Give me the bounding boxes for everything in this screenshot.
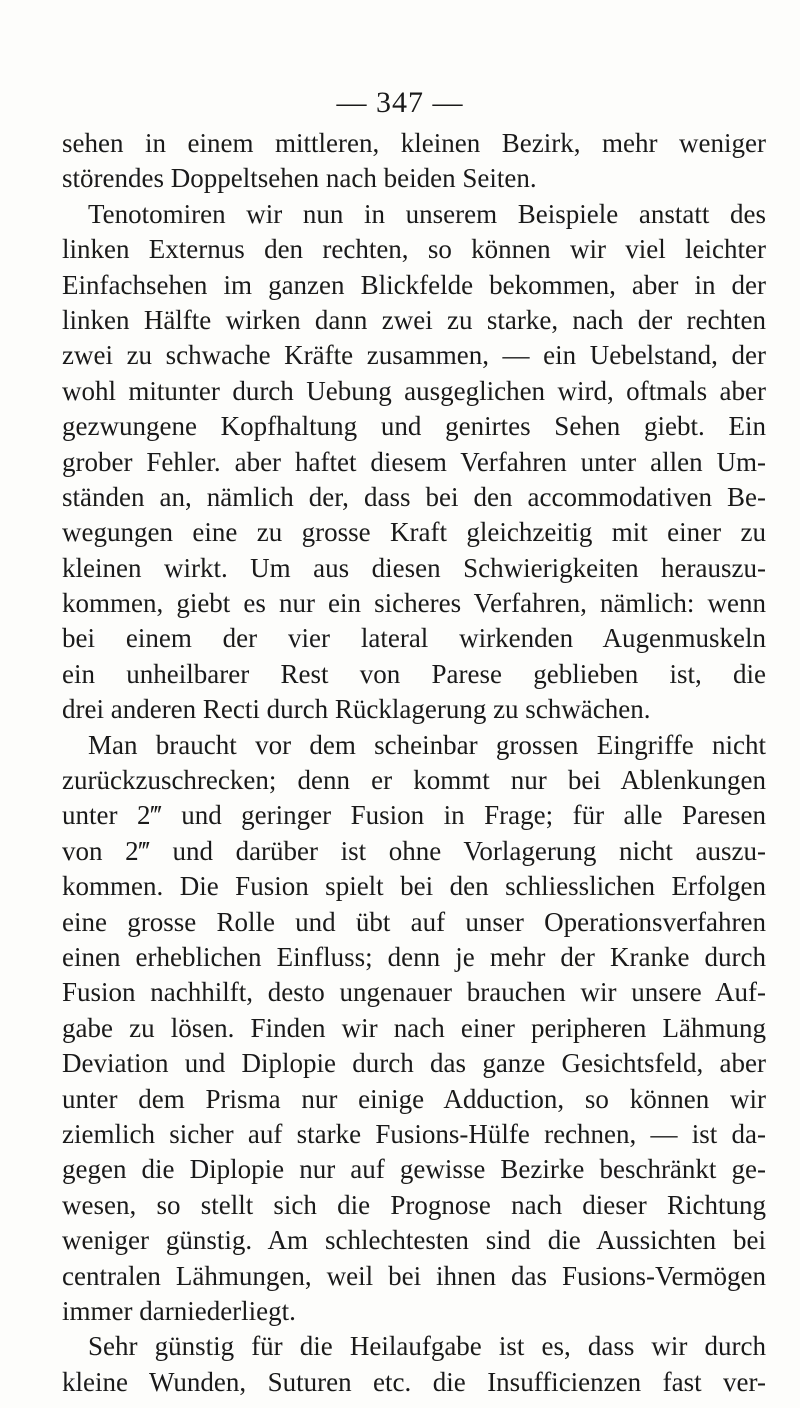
text-line: linken Externus den rechten, so können wir viel leichter xyxy=(62,234,766,265)
text-line: kleinen wirkt. Um aus diesen Schwierigkeiten herauszu- xyxy=(62,552,766,583)
text-line: kommen, giebt es nur ein sicheres Verfahren, nämlich: wenn xyxy=(62,588,766,619)
text-line: gezwungene Kopfhaltung und genirtes Sehen giebt. Ein xyxy=(62,411,766,442)
text-line: wegungen eine zu grosse Kraft gleichzeitig mit einer zu xyxy=(62,517,766,548)
text-line: wesen, so stellt sich die Prognose nach dieser Richtung xyxy=(62,1189,766,1220)
text-line: Tenotomiren wir nun in unserem Beispiele anstatt des xyxy=(88,198,766,229)
text-line: unter dem Prisma nur einige Adduction, so können wir xyxy=(62,1083,766,1114)
text-line: wohl mitunter durch Uebung ausgeglichen wird, oftmals aber xyxy=(62,375,766,406)
text-line: gegen die Diplopie nur auf gewisse Bezirke beschränkt ge- xyxy=(62,1154,766,1185)
text-line: weniger günstig. Am schlechtesten sind die Aussichten bei xyxy=(62,1225,766,1256)
text-line: einen erheblichen Einfluss; denn je mehr der Kranke durch xyxy=(62,941,766,972)
text-line: ziemlich sicher auf starke Fusions-Hülfe rechnen, — ist da- xyxy=(62,1118,766,1149)
text-line: kommen. Die Fusion spielt bei den schliesslichen Erfolgen xyxy=(62,871,766,902)
text-line: von 2‴ und darüber ist ohne Vorlagerung nicht auszu- xyxy=(62,835,766,866)
text-line: immer darniederliegt. xyxy=(62,1295,296,1326)
text-line: grober Fehler. aber haftet diesem Verfahren unter allen Um- xyxy=(62,446,766,477)
text-line: linken Hälfte wirken dann zwei zu starke, nach der rechten xyxy=(62,304,766,335)
body-text xyxy=(62,126,766,1400)
text-line: Fusion nachhilft, desto ungenauer brauchen wir unsere Auf- xyxy=(62,977,766,1008)
text-line: eine grosse Rolle und übt auf unser Operationsverfahren xyxy=(62,906,766,937)
text-line: centralen Lähmungen, weil bei ihnen das Fusions-Vermögen xyxy=(62,1260,766,1291)
text-line: Man braucht vor dem scheinbar grossen Eingriffe nicht xyxy=(88,729,766,760)
text-line: bei einem der vier lateral wirkenden Augenmuskeln xyxy=(62,623,766,654)
text-line: unter 2‴ und geringer Fusion in Frage; für alle Paresen xyxy=(62,800,766,831)
text-line: Deviation und Diplopie durch das ganze Gesichtsfeld, aber xyxy=(62,1048,766,1079)
text-line: ständen an, nämlich der, dass bei den accommodativen Be- xyxy=(62,481,766,512)
text-line: Einfachsehen im ganzen Blickfelde bekommen, aber in der xyxy=(62,269,766,300)
text-line: störendes Doppeltsehen nach beiden Seiten. xyxy=(62,163,537,194)
text-line: ein unheilbarer Rest von Parese geblieben ist, die xyxy=(62,658,766,689)
text-line: gabe zu lösen. Finden wir nach einer peripheren Lähmung xyxy=(62,1012,766,1043)
text-line: drei anderen Recti durch Rücklagerung zu schwächen. xyxy=(62,694,651,725)
text-line: sehen in einem mittleren, kleinen Bezirk, mehr weniger xyxy=(62,128,766,158)
text-line: zurückzuschrecken; denn er kommt nur bei Ablenkungen xyxy=(62,765,766,796)
text-line: Sehr günstig für die Heilaufgabe ist es, dass wir durch xyxy=(88,1331,766,1362)
text-line: kleine Wunden, Suturen etc. die Insufficienzen fast ver- xyxy=(62,1366,766,1397)
page-number: — 347 — xyxy=(336,86,464,119)
text-line: zwei zu schwache Kräfte zusammen, — ein Uebelstand, der xyxy=(62,340,766,371)
